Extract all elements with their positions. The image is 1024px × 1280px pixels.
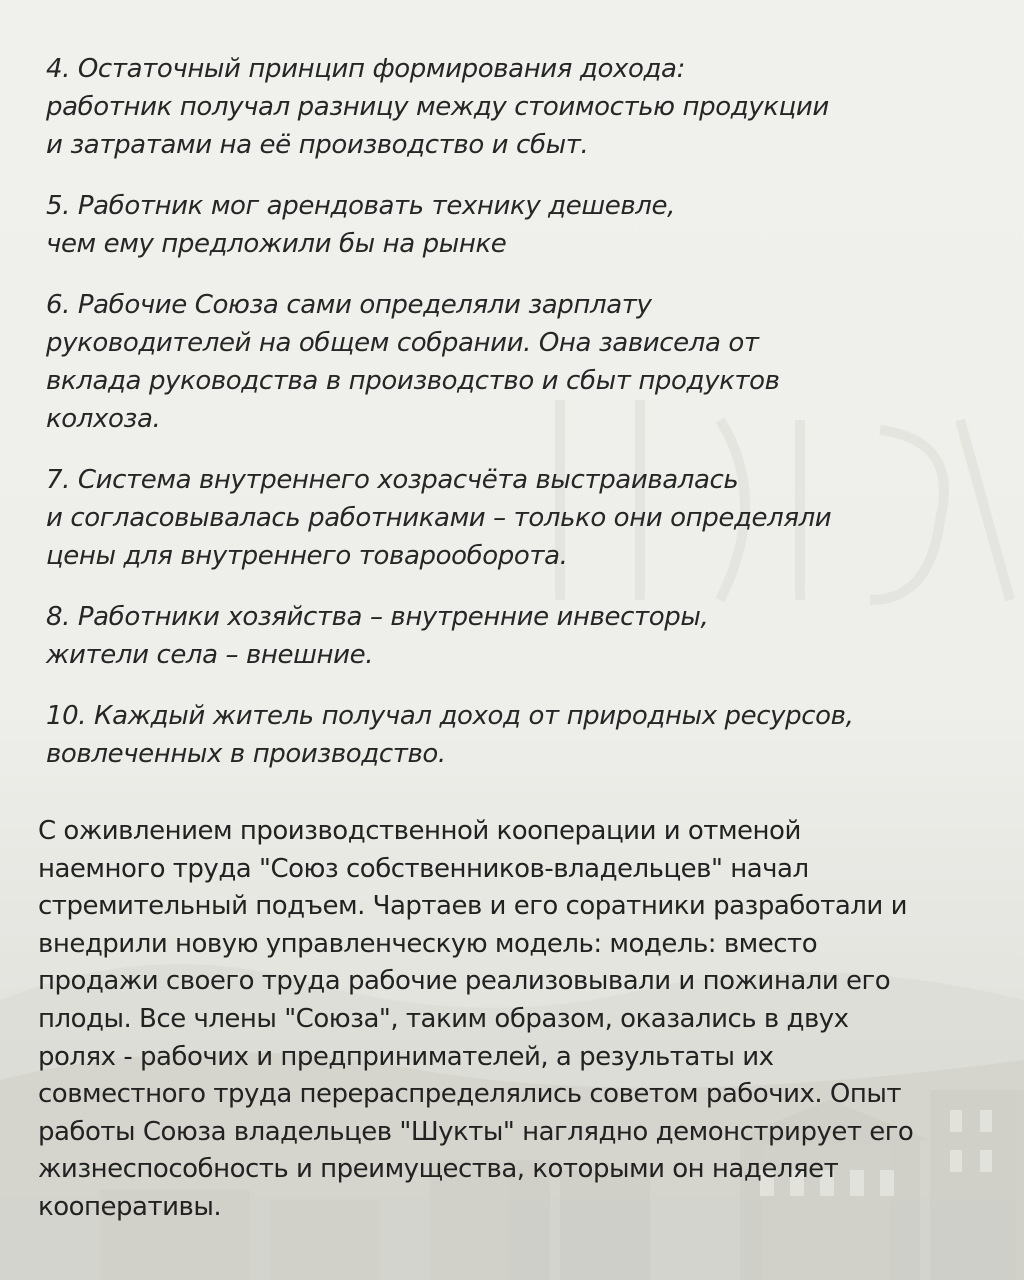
list-item-point-10: 10. Каждый житель получал доход от природных ресурсов, вовлеченных в производство.: [46, 701, 854, 769]
list-item-point-7: 7. Система внутреннего хозрасчёта выстраивалась и согласовывалась работниками – только они определяли цены для внутреннего товарооборота.: [46, 465, 832, 571]
list-item-point-5: 5. Работник мог арендовать технику дешевле, чем ему предложили бы на рынке: [46, 191, 675, 259]
list-item-point-6: 6. Рабочие Союза сами определяли зарплату руководителей на общем собрании. Она зависела от вклада руководства в производство и сбыт продуктов колхоза.: [46, 290, 780, 434]
list-item-point-8: 8. Работники хозяйства – внутренние инвесторы, жители села – внешние.: [46, 602, 709, 670]
body-paragraph: С оживлением производственной кооперации и отменой наемного труда "Союз собственников-владельцев" начал стремительный подъем. Чартаев и его соратники разработали и внедрили новую управленческую модель: модель: вместо продажи своего труда рабочие реализовывали и пожинали его плоды. Все члены "Союза", таким образом, оказались в двух ролях - рабочих и предпринимателей, а результаты их совместного труда перераспределялись советом рабочих. Опыт работы Союза владельцев "Шукты" наглядно демонстрирует его жизнеспособность и преимущества, которыми он наделяет кооперативы.: [38, 816, 914, 1222]
list-item-point-4: 4. Остаточный принцип формирования дохода: работник получал разницу между стоимостью продукции и затратами на её производство и сбыт.: [46, 54, 829, 160]
points-list: [46, 50, 996, 796]
